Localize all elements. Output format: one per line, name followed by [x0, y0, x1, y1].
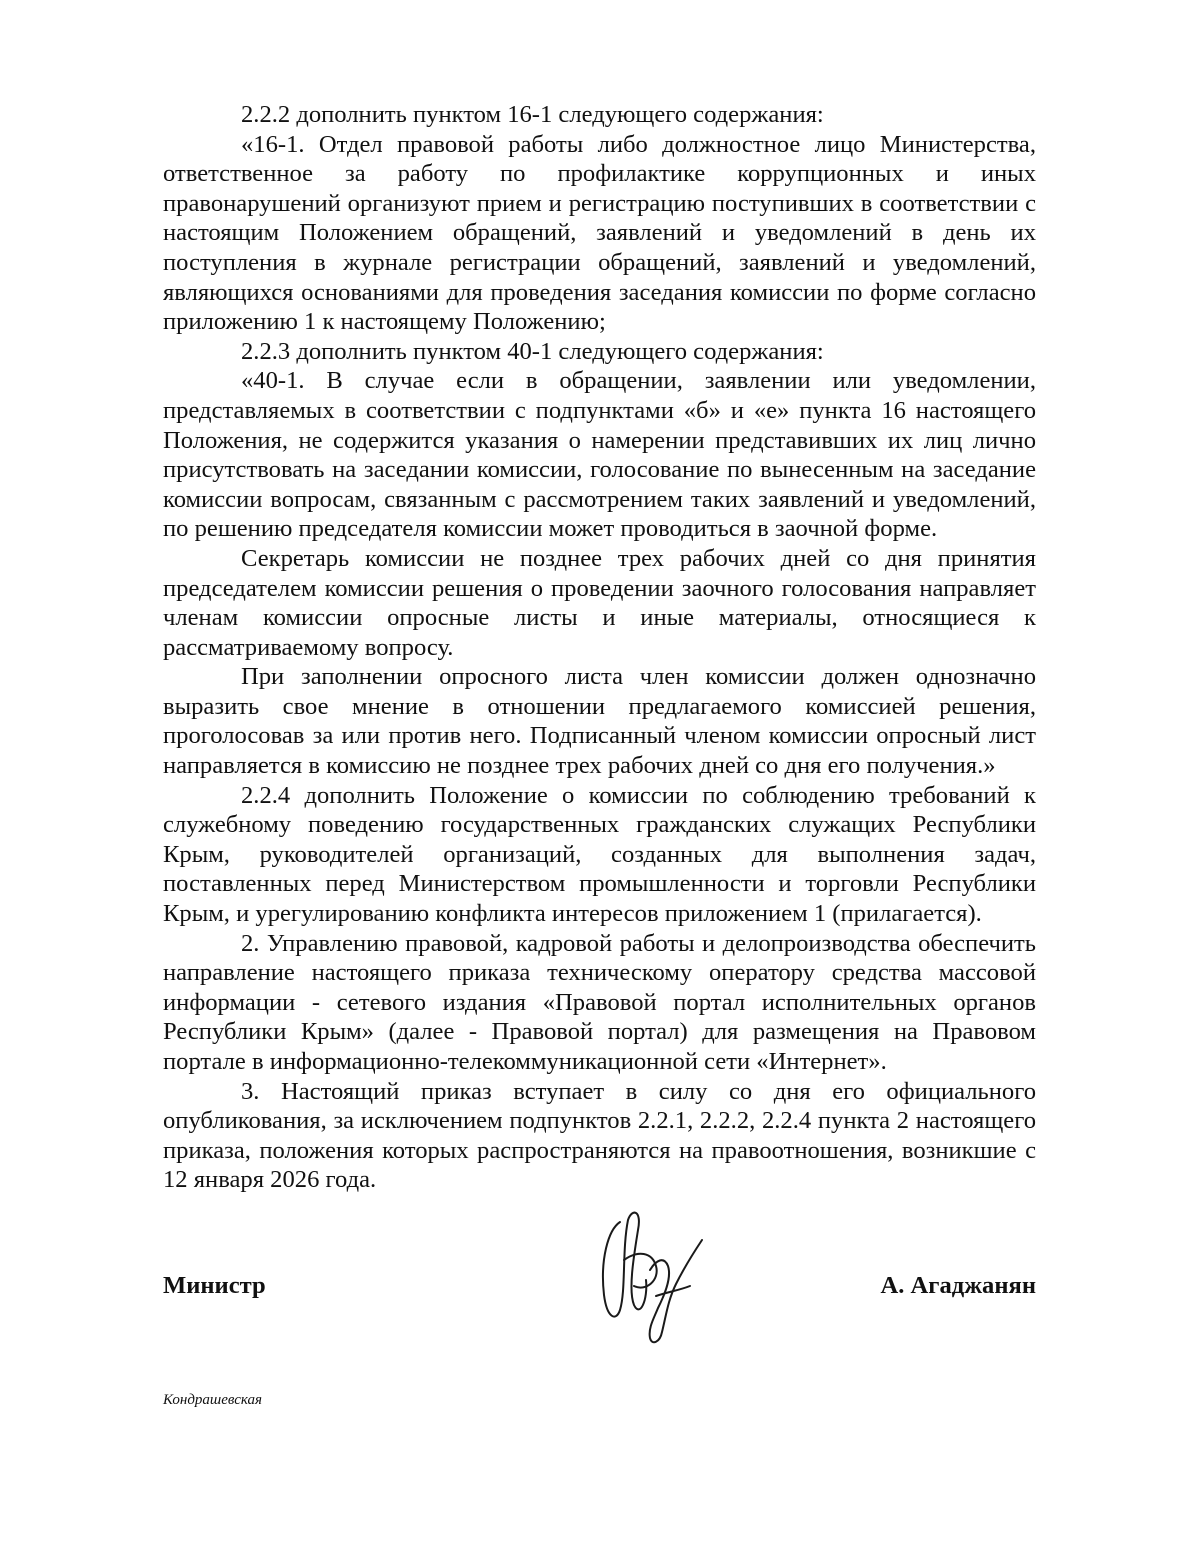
executor-name: Кондрашевская	[163, 1392, 262, 1408]
paragraph-16-1: «16-1. Отдел правовой работы либо должностное лицо Министерства, ответственное за работу по профилактике коррупционных и иных правонарушений организуют прием и регистрацию поступивших в соответствии с настоящим Положением обращений, заявлений и уведомлений в день их поступления в журнале регистрации обращений, заявлений и уведомлений, являющихся основаниями для проведения заседания комиссии по форме согласно приложению 1 к настоящему Положению;	[163, 130, 1036, 336]
paragraph-secretary: Секретарь комиссии не позднее трех рабочих дней со дня принятия председателем комиссии решения о проведении заочного голосования направляет членам комиссии опросные листы и иные материалы, относящиеся к рассматриваемому вопросу.	[163, 544, 1036, 661]
paragraph-2-2-2: 2.2.2 дополнить пунктом 16-1 следующего содержания:	[241, 101, 824, 128]
paragraph-2-2-3: 2.2.3 дополнить пунктом 40-1 следующего содержания:	[241, 337, 824, 365]
signature-block	[163, 1272, 1036, 1312]
paragraph-2-2-4: 2.2.4 дополнить Положение о комиссии по соблюдению требований к служебному поведению государственных гражданских служащих Республики Крым, руководителей организаций, созданных для выполнения задач, поставленных перед Министерством промышленности и торговли Республики Крым, и урегулированию конфликта интересов приложением 1 (прилагается).	[163, 781, 1036, 928]
signatory-name: А. Агаджанян	[880, 1272, 1036, 1299]
paragraph-questionnaire: При заполнении опросного листа член комиссии должен однозначно выразить свое мнение в отношении предлагаемого комиссией решения, проголосовав за или против него. Подписанный членом комиссии опросный лист направляется в комиссию не позднее трех рабочих дней со дня его получения.»	[163, 663, 1036, 780]
document-body	[163, 100, 1036, 1195]
paragraph-40-1: «40-1. В случае если в обращении, заявлении или уведомлении, представляемых в соответствии с подпунктами «б» и «е» пункта 16 настоящего Положения, не содержится указания о намерении представивших их лиц лично присутствовать на заседании комиссии, голосование по вынесенным на заседание комиссии вопросам, связанным с рассмотрением таких заявлений и уведомлений, по решению председателя комиссии может проводиться в заочной форме.	[163, 367, 1036, 543]
signatory-position: Министр	[163, 1272, 266, 1299]
paragraph-item-3: 3. Настоящий приказ вступает в силу со дня его официального опубликования, за исключением подпунктов 2.2.1, 2.2.2, 2.2.4 пункта 2 настоящего приказа, положения которых распространяются на правоотношения, возникшие с 12 января 2026 года.	[163, 1077, 1036, 1194]
paragraph-item-2: 2. Управлению правовой, кадровой работы и делопроизводства обеспечить направление настоящего приказа техническому оператору средства массовой информации - сетевого издания «Правовой портал исполнительных органов Республики Крым» (далее - Правовой портал) для размещения на Правовом портале в информационно-телекоммуникационной сети «Интернет».	[163, 929, 1036, 1075]
